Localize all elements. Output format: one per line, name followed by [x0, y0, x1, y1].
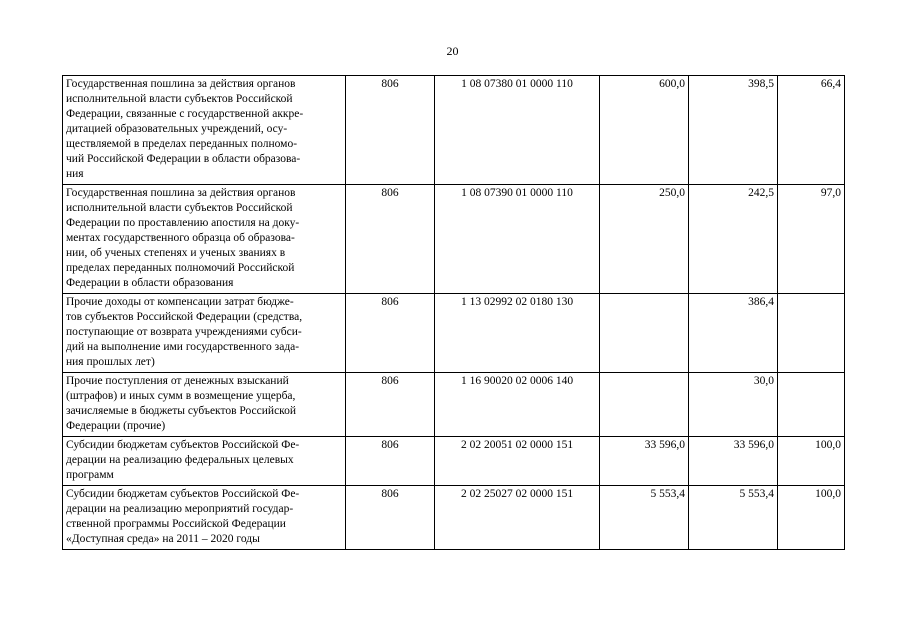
plan-amount-cell: 250,0 [600, 185, 689, 294]
revenue-name-cell [63, 185, 346, 294]
revenue-name: Субсидии бюджетам субъектов Российской Фе- дерации на реализацию федеральных целевых программ [66, 439, 300, 481]
table-row [63, 486, 845, 550]
revenue-name-cell [63, 76, 346, 185]
actual-amount-cell: 242,5 [689, 185, 778, 294]
percent-cell: 66,4 [778, 76, 845, 185]
actual-amount-cell: 386,4 [689, 294, 778, 373]
plan-amount-cell [600, 294, 689, 373]
revenue-name: Субсидии бюджетам субъектов Российской Фе- дерации на реализацию мероприятий государ- ственной программы Российской Федерации «Доступная среда» на 2011 – 2020 годы [66, 488, 300, 545]
percent-cell: 100,0 [778, 437, 845, 486]
budget-code-cell: 1 16 90020 02 0006 140 [435, 373, 600, 437]
admin-code-cell: 806 [346, 76, 435, 185]
actual-amount-cell: 5 553,4 [689, 486, 778, 550]
budget-code-cell: 1 08 07380 01 0000 110 [435, 76, 600, 185]
plan-amount-cell [600, 373, 689, 437]
budget-code-cell: 2 02 20051 02 0000 151 [435, 437, 600, 486]
table-row [63, 294, 845, 373]
percent-cell: 100,0 [778, 486, 845, 550]
budget-code-cell: 1 08 07390 01 0000 110 [435, 185, 600, 294]
percent-cell [778, 373, 845, 437]
percent-cell: 97,0 [778, 185, 845, 294]
table-row [63, 185, 845, 294]
budget-revenue-table [62, 75, 845, 550]
revenue-name: Государственная пошлина за действия органов исполнительной власти субъектов Российской Федерации по проставлению апостиля на доку- ментах государственного образца об образова- нии, об ученых степенях и ученых званиях в пределах переданных полномочий Российской Федерации в области образования [66, 187, 300, 289]
budget-code-cell: 1 13 02992 02 0180 130 [435, 294, 600, 373]
revenue-name: Прочие доходы от компенсации затрат бюдже- тов субъектов Российской Федерации (средства, поступающие от возврата учреждениями субси- дий на выполнение ими государственного зада- ния прошлых лет) [66, 296, 303, 368]
revenue-name: Государственная пошлина за действия органов исполнительной власти субъектов Российской Федерации, связанные с государственной аккре- дитацией образовательных учреждений, осу- ществляемой в пределах переданных полномо- чий Российской Федерации в области образова- ния [66, 78, 304, 180]
actual-amount-cell: 398,5 [689, 76, 778, 185]
revenue-name-cell [63, 437, 346, 486]
table-row [63, 373, 845, 437]
plan-amount-cell: 600,0 [600, 76, 689, 185]
plan-amount-cell: 5 553,4 [600, 486, 689, 550]
plan-amount-cell: 33 596,0 [600, 437, 689, 486]
percent-cell [778, 294, 845, 373]
revenue-name-cell [63, 486, 346, 550]
page-number: 20 [446, 44, 459, 58]
admin-code-cell: 806 [346, 294, 435, 373]
revenue-name-cell [63, 373, 346, 437]
admin-code-cell: 806 [346, 373, 435, 437]
table-row [63, 76, 845, 185]
actual-amount-cell: 33 596,0 [689, 437, 778, 486]
actual-amount-cell: 30,0 [689, 373, 778, 437]
table-row [63, 437, 845, 486]
admin-code-cell: 806 [346, 437, 435, 486]
revenue-name: Прочие поступления от денежных взысканий (штрафов) и иных сумм в возмещение ущерба, зачисляемые в бюджеты субъектов Российской Федерации (прочие) [66, 375, 297, 432]
admin-code-cell: 806 [346, 185, 435, 294]
revenue-name-cell [63, 294, 346, 373]
budget-code-cell: 2 02 25027 02 0000 151 [435, 486, 600, 550]
admin-code-cell: 806 [346, 486, 435, 550]
